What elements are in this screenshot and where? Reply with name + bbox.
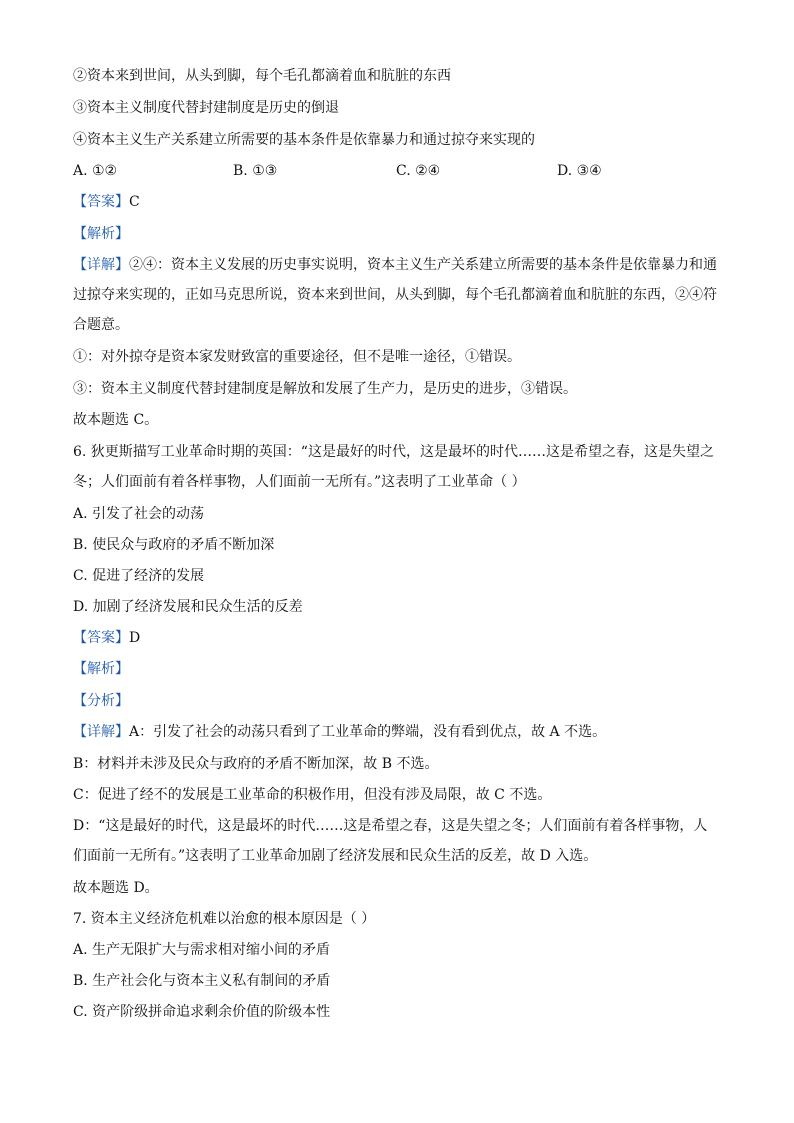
detail-tag: 【详解】 bbox=[73, 724, 129, 740]
q6-fenxi-tag: 【分析】 bbox=[73, 693, 129, 709]
q5-detail-line-1 bbox=[73, 255, 717, 275]
answer-value: D bbox=[129, 630, 141, 646]
q6-option-a: A. 引发了社会的动荡 bbox=[73, 506, 205, 522]
q5-statement-3: ③资本主义制度代替封建制度是历史的倒退 bbox=[73, 100, 339, 116]
q5-analysis-line-1: ①：对外掠夺是资本家发财致富的重要途径，但不是唯一途径，①错误。 bbox=[73, 349, 521, 365]
q5-option-b: B. ①③ bbox=[233, 163, 278, 179]
detail-tag: 【详解】 bbox=[73, 257, 129, 273]
q6-conclusion: 故本题选 D。 bbox=[73, 880, 159, 896]
answer-value: C bbox=[129, 194, 140, 210]
q5-detail-line-2: 过掠夺来实现的，正如马克思所说，资本来到世间，从头到脚，每个毛孔都滴着血和肮脏的东西，②④符 bbox=[73, 287, 717, 303]
q5-conclusion: 故本题选 C。 bbox=[73, 412, 159, 428]
q5-analysis-line-3: ③：资本主义制度代替封建制度是解放和发展了生产力，是历史的进步，③错误。 bbox=[73, 381, 577, 397]
answer-tag: 【答案】 bbox=[73, 630, 129, 646]
q7-option-c: C. 资产阶级拼命追求剩余价值的阶级本性 bbox=[73, 1004, 331, 1020]
q6-option-c: C. 促进了经济的发展 bbox=[73, 568, 205, 584]
q6-option-d: D. 加剧了经济发展和民众生活的反差 bbox=[73, 599, 303, 615]
q7-option-a: A. 生产无限扩大与需求相对缩小间的矛盾 bbox=[73, 942, 331, 958]
q6-option-b: B. 使民众与政府的矛盾不断加深 bbox=[73, 537, 275, 553]
q5-statement-2: ②资本来到世间，从头到脚，每个毛孔都滴着血和肮脏的东西 bbox=[73, 68, 451, 84]
q5-detail-text-1: ②④：资本主义发展的历史事实说明，资本主义生产关系建立所需要的基本条件是依靠暴力和通 bbox=[129, 257, 717, 273]
q6-detail-a-text: A：引发了社会的动荡只看到了工业革命的弊端，没有看到优点，故 A 不选。 bbox=[129, 724, 607, 740]
q6-stem-line-1: 6. 狄更斯描写工业革命时期的英国：“这是最好的时代，这是最坏的时代……这是希望之春，这是失望之 bbox=[73, 444, 714, 460]
q5-analysis-tag: 【解析】 bbox=[73, 226, 129, 242]
q6-answer-line bbox=[73, 628, 140, 648]
q6-detail-a bbox=[73, 722, 606, 742]
answer-tag: 【答案】 bbox=[73, 194, 129, 210]
q6-analysis-tag: 【解析】 bbox=[73, 661, 129, 677]
q5-detail-line-3: 合题意。 bbox=[73, 317, 129, 333]
q6-detail-d-2: 们面前一无所有。”这表明了工业革命加剧了经济发展和民众生活的反差，故 D 入选。 bbox=[73, 848, 598, 864]
q5-answer-line bbox=[73, 192, 140, 212]
q5-option-c: C. ②④ bbox=[396, 163, 441, 179]
q6-stem-line-2: 冬；人们面前有着各样事物，人们面前一无所有。”这表明了工业革命（ ） bbox=[73, 474, 526, 490]
q7-option-b: B. 生产社会化与资本主义私有制间的矛盾 bbox=[73, 973, 331, 989]
q6-detail-d-1: D：“这是最好的时代，这是最坏的时代……这是希望之春，这是失望之冬；人们面前有着各样事物，人 bbox=[73, 818, 708, 834]
q5-option-d: D. ③④ bbox=[557, 163, 602, 179]
q5-option-a: A. ①② bbox=[73, 163, 118, 179]
q5-statement-4: ④资本主义生产关系建立所需要的基本条件是依靠暴力和通过掠夺来实现的 bbox=[73, 132, 535, 148]
q6-detail-b: B：材料并未涉及民众与政府的矛盾不断加深，故 B 不选。 bbox=[73, 756, 439, 772]
q7-stem: 7. 资本主义经济危机难以治愈的根本原因是（ ） bbox=[73, 911, 376, 927]
q6-detail-c: C：促进了经不的发展是工业革命的积极作用，但没有涉及局限，故 C 不选。 bbox=[73, 787, 552, 803]
